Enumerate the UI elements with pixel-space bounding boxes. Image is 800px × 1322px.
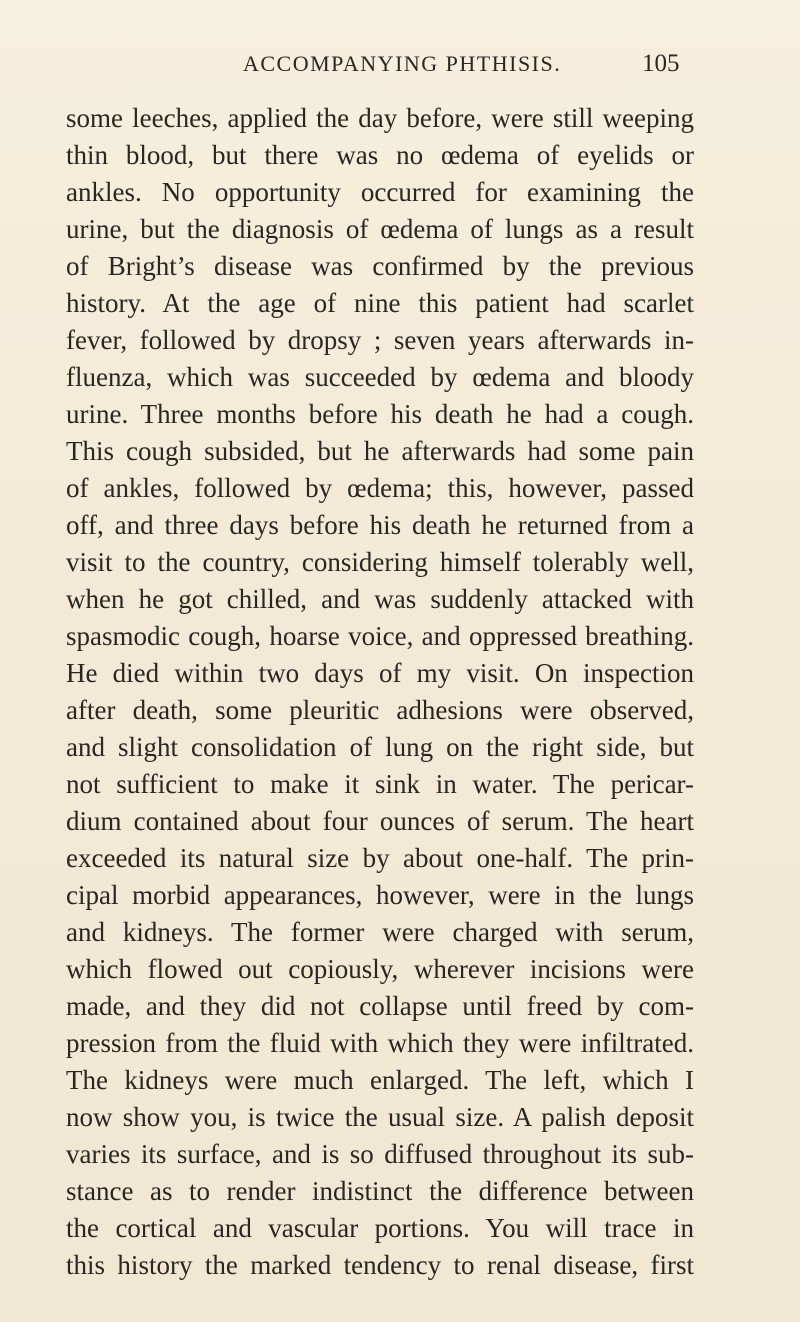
text-line: which flowed out copiously, wherever incisions were [66,954,694,984]
text-line: pression from the fluid with which they were infiltrated. [66,1028,694,1058]
text-line: thin blood, but there was no œdema of eyelids or [66,140,694,170]
text-line: made, and they did not collapse until freed by com- [66,991,694,1021]
page-number: 105 [642,50,680,77]
text-line: stance as to render indistinct the difference between [66,1176,694,1206]
text-line: when he got chilled, and was suddenly attacked with [66,584,694,614]
text-line: fluenza, which was succeeded by œdema and bloody [66,362,694,392]
text-line: He died within two days of my visit. On inspection [66,658,694,688]
text-line: exceeded its natural size by about one-half. The prin- [66,843,694,873]
text-line: and kidneys. The former were charged with serum, [66,917,694,947]
text-line: varies its surface, and is so diffused throughout its sub- [66,1139,694,1169]
text-line: not sufficient to make it sink in water. The pericar- [66,769,694,799]
text-line: spasmodic cough, hoarse voice, and oppressed breathing. [66,621,694,651]
text-line: urine, but the diagnosis of œdema of lungs as a result [66,214,694,244]
text-line: this history the marked tendency to renal disease, first [66,1250,694,1280]
text-line: off, and three days before his death he returned from a [66,510,694,540]
text-line: history. At the age of nine this patient had scarlet [66,288,694,318]
text-line: visit to the country, considering himself tolerably well, [66,547,694,577]
text-line: This cough subsided, but he afterwards had some pain [66,436,694,466]
text-line: some leeches, applied the day before, were still weeping [66,103,694,133]
text-line: and slight consolidation of lung on the right side, but [66,732,694,762]
running-head: ACCOMPANYING PHTHISIS. [243,51,562,76]
text-line: now show you, is twice the usual size. A palish deposit [66,1102,694,1132]
page-header [0,44,800,84]
text-line: fever, followed by dropsy ; seven years afterwards in- [66,325,694,355]
text-line: of ankles, followed by œdema; this, however, passed [66,473,694,503]
text-line: cipal morbid appearances, however, were in the lungs [66,880,694,910]
text-line: the cortical and vascular portions. You will trace in [66,1213,694,1243]
body-text [66,100,694,1284]
text-line: after death, some pleuritic adhesions were observed, [66,695,694,725]
text-line: of Bright’s disease was confirmed by the previous [66,251,694,281]
text-line: dium contained about four ounces of serum. The heart [66,806,694,836]
text-line: The kidneys were much enlarged. The left, which I [66,1065,694,1095]
text-line: ankles. No opportunity occurred for examining the [66,177,694,207]
text-line: urine. Three months before his death he had a cough. [66,399,694,429]
